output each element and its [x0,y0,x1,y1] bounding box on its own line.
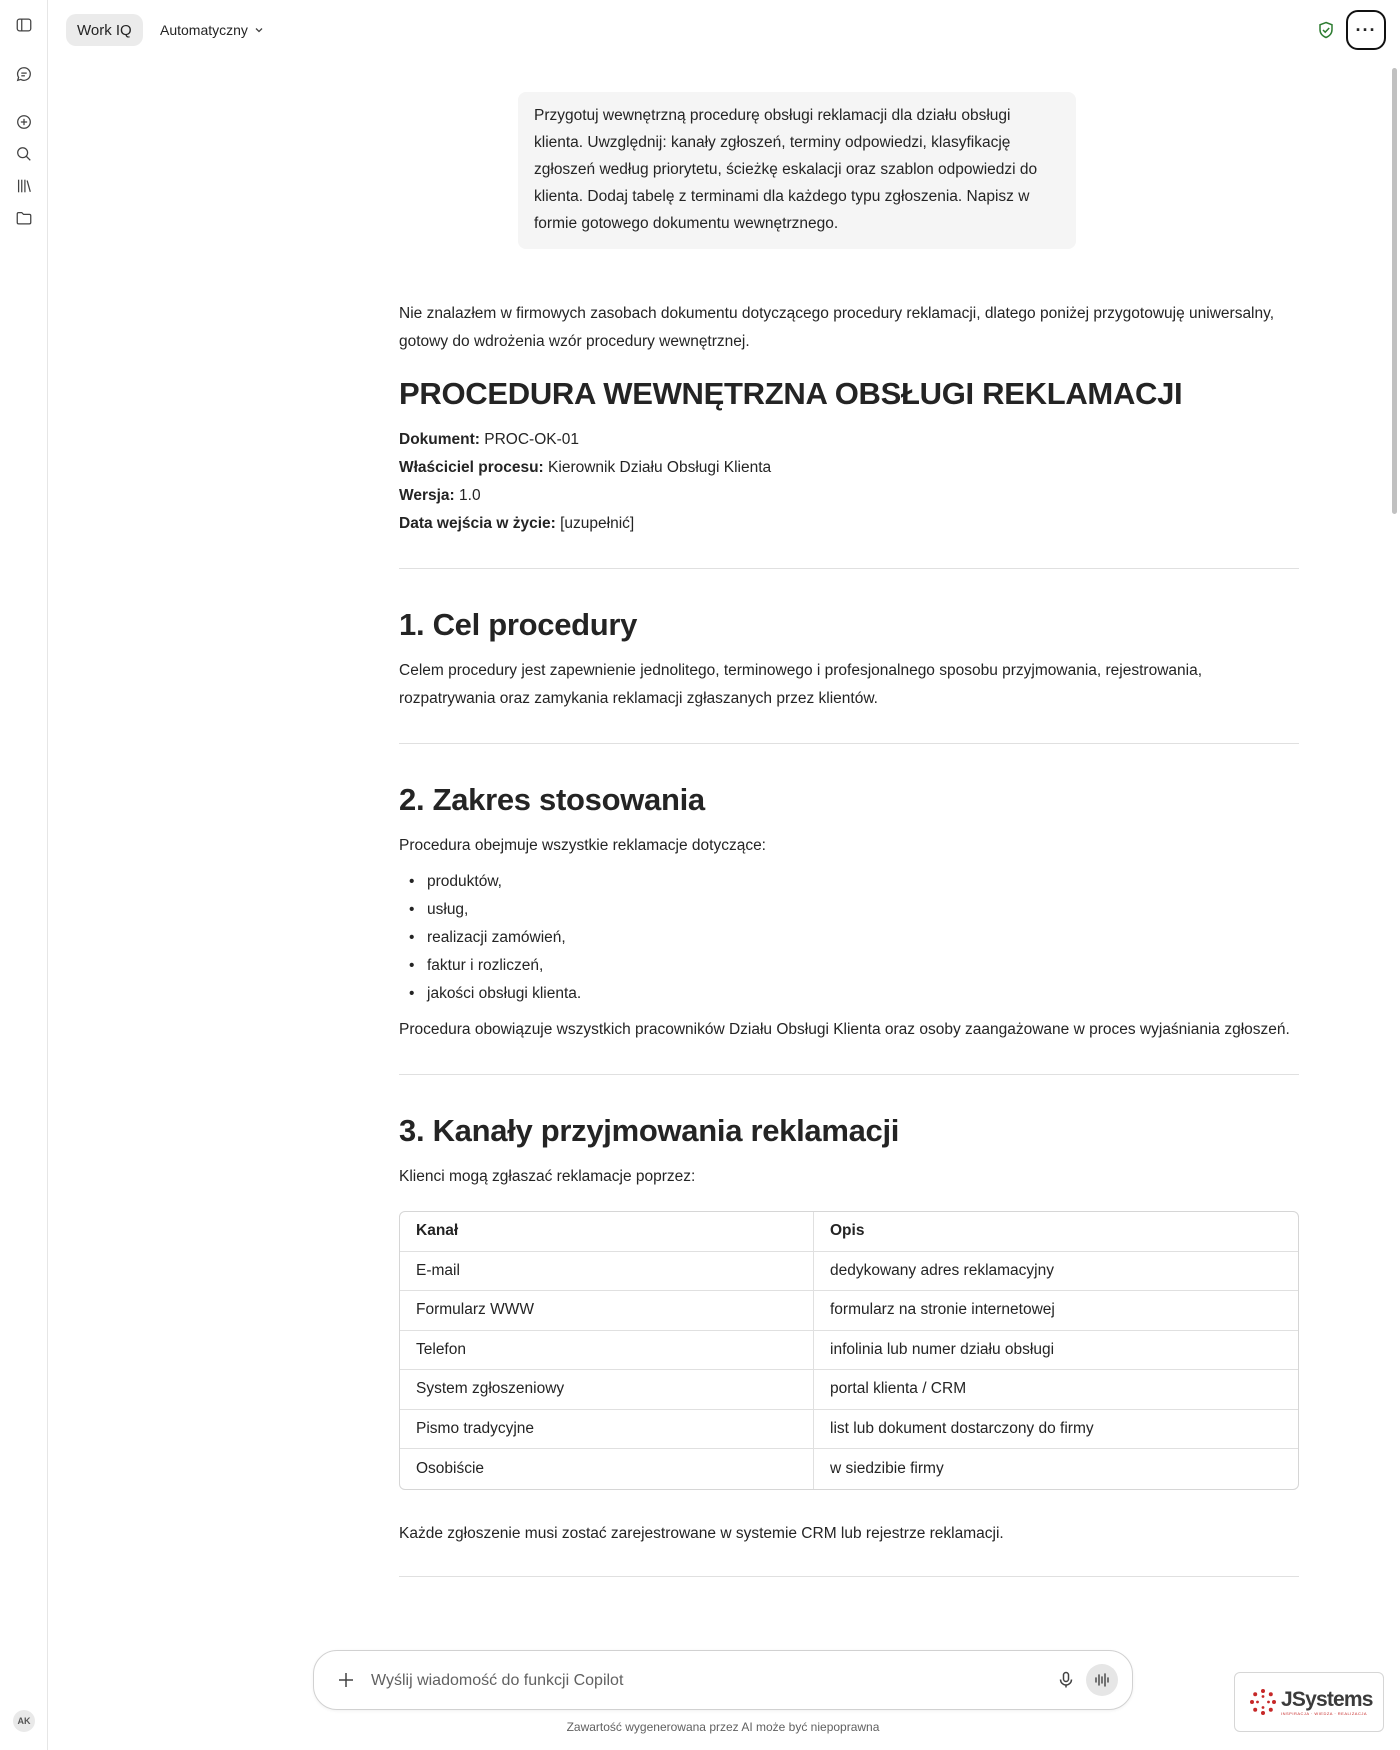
logo-name: JSystems [1281,1687,1373,1711]
assistant-answer [399,300,1299,1613]
agent-chip[interactable]: Work IQ [66,14,143,46]
table-row [400,1449,1298,1489]
scrollbar-thumb[interactable] [1392,68,1397,514]
section-1-heading: 1. Cel procedury [399,607,638,642]
table-cell: w siedzibie firmy [830,1459,944,1477]
list-item: • jakości obsługi klienta. [399,980,1299,1008]
message-input[interactable] [371,1669,1011,1693]
column-header: Kanał [400,1212,814,1252]
section-2-lead: Procedura obejmuje wszystkie reklamacje dotyczące: [399,837,766,854]
folder-icon[interactable] [12,206,36,230]
document-title: PROCEDURA WEWNĘTRZNA OBSŁUGI REKLAMACJI [399,376,1183,411]
chevron-down-icon [254,25,264,35]
answer-intro: Nie znalazłem w firmowych zasobach dokumentu dotyczącego procedury reklamacji, dlatego poniżej przygotowuję uniwersalny, gotowy do wdrożenia wzór procedury wewnętrznej. [399,305,1275,350]
sidebar-toggle-icon[interactable] [12,13,36,37]
table-row [400,1291,1298,1331]
list-item: • faktur i rozliczeń, [399,952,1299,980]
section-2-heading: 2. Zakres stosowania [399,782,705,817]
mode-label: Automatyczny [160,22,248,38]
section-2-after: Procedura obowiązuje wszystkich pracowników Działu Obsługi Klienta oraz osoby zaangażowane w proces wyjaśniania zgłoszeń. [399,1021,1290,1038]
table-cell: Osobiście [400,1449,814,1489]
table-cell: System zgłoszeniowy [400,1370,814,1410]
voice-mode-button[interactable] [1086,1664,1118,1696]
chat-icon[interactable] [12,62,36,86]
table-cell: Formularz WWW [400,1291,814,1331]
avatar[interactable]: AK [13,1710,35,1732]
shield-check-icon[interactable] [1316,20,1336,40]
list-item: • realizacji zamówień, [399,924,1299,952]
table-cell: formularz na stronie internetowej [814,1291,1298,1331]
table-row [400,1252,1298,1292]
section-1-text: Celem procedury jest zapewnienie jednolitego, terminowego i profesjonalnego sposobu przyjmowania, rejestrowania, rozpatrywania oraz zamykania reklamacji zgłaszanych przez klientów. [399,662,1203,707]
table-cell: portal klienta / CRM [814,1370,1298,1410]
table-row [400,1331,1298,1371]
logo-tagline: INSPIRACJA · WIEDZA · REALIZACJA [1281,1710,1368,1716]
table-cell: Telefon [400,1331,814,1371]
more-options-button[interactable]: ··· [1346,10,1386,50]
logo-mark-icon [1249,1688,1277,1716]
logo-text-block [1281,1689,1373,1716]
table-cell: E-mail [400,1252,814,1292]
table-row [400,1370,1298,1410]
meta-owner: Właściciel procesu: Kierownik Działu Obsługi Klienta [399,459,772,476]
divider [399,568,1299,569]
left-rail [0,0,48,1750]
table-row [400,1410,1298,1450]
table-cell: Pismo tradycyjne [400,1410,814,1450]
new-chat-icon[interactable] [12,110,36,134]
jsystems-logo [1234,1672,1384,1732]
microphone-icon[interactable] [1056,1670,1076,1690]
channels-table [399,1211,1299,1490]
voice-waveform-icon [1094,1672,1110,1688]
table-cell: list lub dokument dostarczony do firmy [814,1410,1298,1450]
list-item: • usług, [399,896,1299,924]
table-header-row [400,1212,1298,1252]
search-icon[interactable] [12,142,36,166]
meta-version: Wersja: 1.0 [399,487,481,504]
section-3-after: Każde zgłoszenie musi zostać zarejestrowane w systemie CRM lub rejestrze reklamacji. [399,1524,1004,1542]
column-header: Opis [814,1212,1298,1252]
section-3-lead: Klienci mogą zgłaszać reklamacje poprzez: [399,1168,696,1185]
plus-icon[interactable] [336,1670,356,1690]
section-3-heading: 3. Kanały przyjmowania reklamacji [399,1113,900,1148]
divider [399,1576,1299,1577]
user-prompt-bubble: Przygotuj wewnętrzną procedurę obsługi reklamacji dla działu obsługi klienta. Uwzględnij: kanały zgłoszeń, terminy odpowiedzi, klasyfikację zgłoszeń według priorytetu, ścieżkę eskalacji oraz szablon odpowiedzi do klienta. Dodaj tabelę z terminami dla każdego typu zgłoszenia. Napisz w formie gotowego dokumentu wewnętrznego. [518,92,1076,249]
divider [399,743,1299,744]
message-composer [313,1650,1133,1710]
meta-effective-date: Data wejścia w życie: [uzupełnić] [399,515,635,532]
table-cell: infolinia lub numer działu obsługi [814,1331,1298,1371]
meta-document: Dokument: PROC-OK-01 [399,431,580,448]
section-2-list [399,868,1299,1008]
table-cell: dedykowany adres reklamacyjny [814,1252,1298,1292]
library-icon[interactable] [12,174,36,198]
list-item: • produktów, [399,868,1299,896]
ai-disclaimer: Zawartość wygenerowana przez AI może być niepoprawna [566,1720,880,1734]
divider [399,1074,1299,1075]
mode-dropdown[interactable] [160,14,264,46]
